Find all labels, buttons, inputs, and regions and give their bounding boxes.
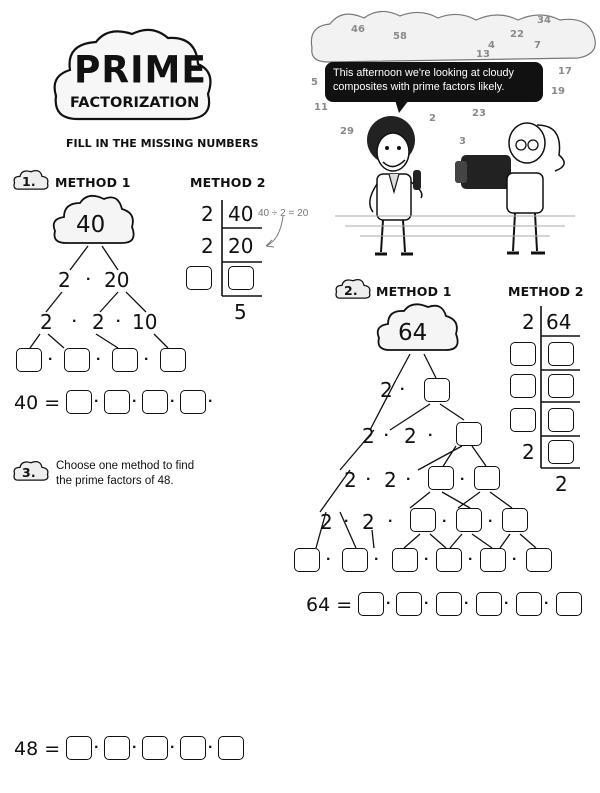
sky-number: 17: [558, 66, 572, 77]
sky-number: 2: [429, 113, 436, 124]
q2-ladder-divisor-box[interactable]: [510, 374, 536, 398]
q2-dot: ·: [488, 513, 494, 530]
q2-dot: ·: [388, 513, 394, 530]
q2-equation-lhs: 64 =: [306, 594, 353, 616]
q1-ladder-dividend: 20: [228, 234, 254, 258]
sky-number: 11: [314, 102, 328, 113]
q2-given-factor: 2: [362, 510, 375, 534]
q1-dot: ·: [208, 393, 214, 410]
q3-dot: ·: [208, 739, 214, 756]
q3-dot: ·: [132, 739, 138, 756]
q1-dot: ·: [72, 313, 78, 330]
q1-ladder-hint: 40 ÷ 2 = 20: [258, 208, 309, 219]
q3-number: 3.: [22, 465, 36, 480]
q1-equation-lhs: 40 =: [14, 392, 61, 414]
title-subtitle: FILL IN THE MISSING NUMBERS: [66, 137, 259, 150]
q1-dot: ·: [48, 351, 54, 368]
q1-ladder-dividend: 40: [228, 202, 254, 226]
q2-dot: ·: [400, 381, 406, 398]
q2-ladder-divisor-box[interactable]: [510, 342, 536, 366]
sky-number: 23: [472, 108, 486, 119]
q2-dot: ·: [428, 427, 434, 444]
q2-dot: ·: [460, 471, 466, 488]
q1-dot: ·: [86, 271, 92, 288]
q2-dot: ·: [344, 513, 350, 530]
sky-number: 46: [351, 24, 365, 35]
q2-number: 2.: [344, 283, 358, 298]
sky-number: 4: [488, 40, 495, 51]
q3-instruction: Choose one method to find the prime factors of 48.: [56, 460, 195, 487]
sky-number: 22: [510, 29, 524, 40]
q2-given-factor: 2: [362, 424, 375, 448]
q2-dot: ·: [386, 595, 392, 612]
q2-ladder-quotient-box[interactable]: [548, 342, 574, 366]
q1-dot: ·: [170, 393, 176, 410]
q1-ladder-divisor: 2: [201, 202, 214, 226]
q2-ladder-divisor: 2: [522, 440, 535, 464]
q1-row2-factor: 2: [40, 310, 53, 334]
q2-ladder-divisor-box[interactable]: [510, 408, 536, 432]
q3-equation-lhs: 48 =: [14, 738, 61, 760]
q3-dot: ·: [170, 739, 176, 756]
q1-dot: ·: [144, 351, 150, 368]
q1-row2-factor: 10: [132, 310, 158, 334]
q2-dot: ·: [406, 471, 412, 488]
q2-ladder-divisor: 2: [522, 310, 535, 334]
q1-method1-label: METHOD 1: [55, 175, 131, 190]
sky-number: 13: [476, 49, 490, 60]
q2-dot: ·: [512, 551, 518, 568]
q2-given-factor: 2: [320, 510, 333, 534]
q2-dot: ·: [544, 595, 550, 612]
q1-dot: ·: [116, 313, 122, 330]
q2-dot: ·: [366, 471, 372, 488]
q2-dot: ·: [464, 595, 470, 612]
q2-ladder-bottom: 2: [555, 472, 568, 496]
q2-dot: ·: [504, 595, 510, 612]
q1-ladder-divisor: 2: [201, 234, 214, 258]
title-line1: PRIME: [74, 48, 207, 93]
sky-number: 7: [534, 40, 541, 51]
sky-number: 29: [340, 126, 354, 137]
title-line2: FACTORIZATION: [70, 95, 200, 111]
q1-dot: ·: [96, 351, 102, 368]
q1-row2-factor: 2: [92, 310, 105, 334]
q1-ladder-bottom: 5: [234, 300, 247, 324]
q2-dot: ·: [384, 427, 390, 444]
sky-number: 19: [551, 86, 565, 97]
q2-dot: ·: [424, 551, 430, 568]
q2-ladder-quotient-box[interactable]: [548, 374, 574, 398]
q2-ladder-dividend: 64: [546, 310, 572, 334]
q3-dot: ·: [94, 739, 100, 756]
q2-dot: ·: [424, 595, 430, 612]
sky-number: 5: [311, 77, 318, 88]
sky-number: 34: [537, 15, 551, 26]
q2-method1-label: METHOD 1: [376, 284, 452, 299]
q2-given-factor: 2: [404, 424, 417, 448]
q2-dot: ·: [468, 551, 474, 568]
q2-dot: ·: [326, 551, 332, 568]
speech-bubble: This afternoon we're looking at cloudy composites with prime factors likely.: [325, 62, 543, 102]
q1-row1-factor: 20: [104, 268, 130, 292]
q1-dot: ·: [132, 393, 138, 410]
q1-dot: ·: [94, 393, 100, 410]
q2-ladder-quotient-box[interactable]: [548, 440, 574, 464]
q2-dot: ·: [442, 513, 448, 530]
q1-cloud-value: 40: [76, 212, 106, 238]
q1-method2-label: METHOD 2: [190, 175, 266, 190]
q2-given-factor: 2: [384, 468, 397, 492]
q2-given-factor: 2: [380, 378, 393, 402]
q2-method2-label: METHOD 2: [508, 284, 584, 299]
q2-given-factor: 2: [344, 468, 357, 492]
q2-cloud-value: 64: [398, 320, 428, 346]
q1-row1-factor: 2: [58, 268, 71, 292]
q2-ladder-quotient-box[interactable]: [548, 408, 574, 432]
q2-dot: ·: [374, 551, 380, 568]
q1-number: 1.: [22, 174, 36, 189]
sky-number: 3: [459, 136, 466, 147]
sky-number: 58: [393, 31, 407, 42]
